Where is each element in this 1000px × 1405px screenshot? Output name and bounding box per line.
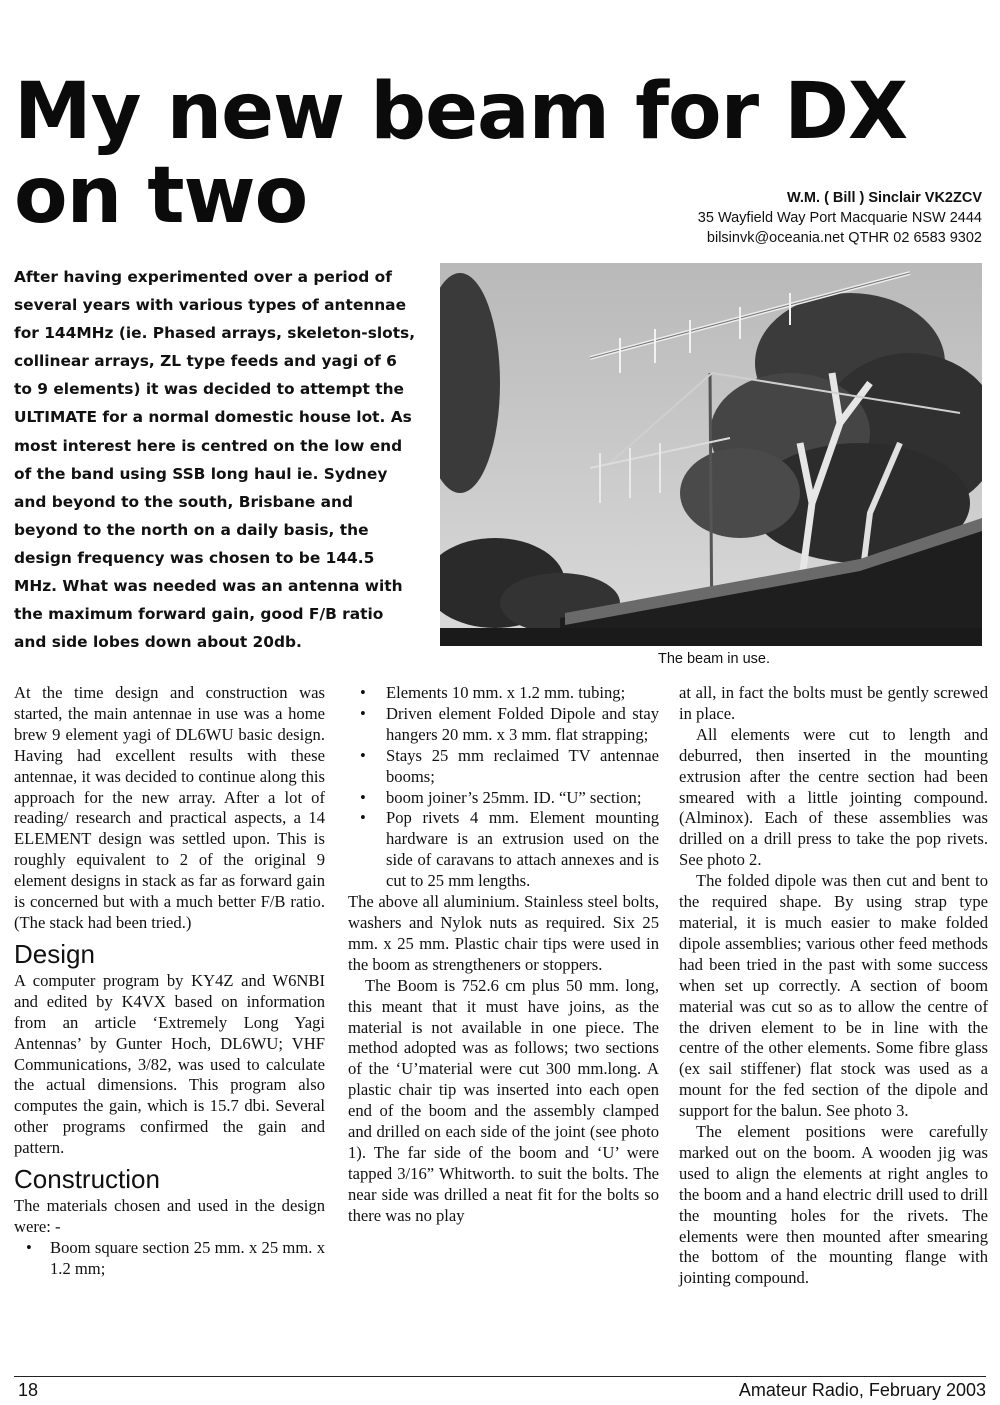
footer-divider <box>14 1376 986 1377</box>
column-2 <box>348 683 659 1227</box>
author-contact: bilsinvk@oceania.net QTHR 02 6583 9302 <box>706 230 982 246</box>
body-paragraph: The Boom is 752.6 cm plus 50 mm. long, this meant that it must have joins, as the material is not available in one piece. The method adopted was as follows; two sections of the ‘U’material were cut 300 mm.long. A plastic chair tip was inserted into each open end of the boom and the assembly clamped and drilled on each side of the joint (see photo 1). The far side of the boom and ‘U’ were tapped 3/16” Whitworth. to suit the bolts. The near side was drilled a neat fit for the bolts so there was no play <box>348 975 659 1225</box>
body-paragraph: A computer program by KY4Z and W6NBI and edited by K4VX based on information from an article ‘Extremely Long Yagi Antennas’ by Gunter Hoch, DL6WU; VHF Communications, 3/82, was used to calculate the actual dimensions. This program also computes the gain, which is 15.7 dbi. Several other programs confirmed the gain and pattern. <box>14 970 325 1158</box>
page-number: 18 <box>18 1380 39 1400</box>
body-paragraph: The element positions were carefully marked out on the boom. A wooden jig was used to align the elements at right angles to the boom and a hand electric drill used to drill the mounting holes for the rivets. The elements were then mounted after smearing the bottom of the mounting flange with jointing compound. <box>679 1122 988 1288</box>
body-paragraph: The above all aluminium. Stainless steel bolts, washers and Nylok nuts as required. Six 25 mm. x 25 mm. Plastic chair tips were used in the boom as strengtheners or stoppers. <box>348 892 659 974</box>
materials-list-continued <box>348 683 659 892</box>
list-item: • Stays 25 mm reclaimed TV antennae booms; <box>348 746 659 788</box>
body-paragraph: The materials chosen and used in the design were: - <box>14 1196 325 1236</box>
intro-paragraph: After having experimented over a period of several years with various types of antennae for 144MHz (ie. Phased arrays, skeleton-slots, collinear arrays, ZL type feeds and yagi of 6 to 9 elements) it was decided to attempt the ULTIMATE for a normal domestic house lot. As most interest here is centred on the low end of the band using SSB long haul ie. Sydney and beyond to the south, Brisbane and beyond to the north on a daily basis, the design frequency was chosen to be 144.5 MHz. What was needed was an antenna with the maximum forward gain, good F/B ratio and side lobes down about 20db. <box>14 268 416 652</box>
list-item: • Pop rivets 4 mm. Element mounting hardware is an extrusion used on the side of caravans to attach annexes and is cut to 25 mm lengths. <box>348 808 659 892</box>
title-line-2: on two <box>14 151 308 241</box>
list-item: • Driven element Folded Dipole and stay hangers 20 mm. x 3 mm. flat strapping; <box>348 704 659 746</box>
title-line-1: My new beam for DX <box>14 67 908 157</box>
body-paragraph: The folded dipole was then cut and bent to the required shape. By using strap type material, it is much easier to make folded dipole assemblies; various other feed methods had been tried in the past with some success when set up correctly. A section of boom material was cut so as to allow the centre of the driven element to be in line with the centre of the other elements. Some fibre glass (ex sail stiffener) flat stock was used as a mount for the fed section of the dipole and support for the balun. See photo 3. <box>679 871 988 1121</box>
column-1 <box>14 683 325 1280</box>
body-paragraph: All elements were cut to length and deburred, then inserted in the mounting extrusion after the centre section had been smeared with a little jointing compound. (Alminox). Each of these assemblies was drilled on a drill press to take the pop rivets. See photo 2. <box>679 724 988 870</box>
author-name: W.M. ( Bill ) Sinclair VK2ZCV <box>787 190 982 206</box>
list-item: • Elements 10 mm. x 1.2 mm. tubing; <box>348 683 659 704</box>
antenna-photo <box>440 263 982 646</box>
section-heading-construction: Construction <box>14 1164 160 1195</box>
photo-caption: The beam in use. <box>657 651 771 667</box>
body-paragraph: At the time design and construction was started, the main antennae in use was a home brew 9 element yagi of DL6WU basic design. Having had excellent results with these antennae, it was decided to continue along this approach for the new array. After a lot of reading/ research and practical aspects, a 14 ELEMENT design was settled upon. This is roughly equivalent to 2 of the original 9 element designs in stack as far as forward gain is concerned but with a much better F/B ratio. (The stack had been tried.) <box>14 683 325 932</box>
body-paragraph: at all, in fact the bolts must be gently screwed in place. <box>679 683 988 723</box>
materials-list <box>14 1238 325 1280</box>
author-block <box>698 188 982 248</box>
column-3 <box>679 683 988 1289</box>
author-address: 35 Wayfield Way Port Macquarie NSW 2444 <box>697 210 982 226</box>
list-item: • Boom square section 25 mm. x 25 mm. x 1.2 mm; <box>14 1238 325 1280</box>
magazine-issue: Amateur Radio, February 2003 <box>738 1380 986 1400</box>
list-item: • boom joiner’s 25mm. ID. “U” section; <box>348 788 659 809</box>
section-heading-design: Design <box>14 938 95 969</box>
